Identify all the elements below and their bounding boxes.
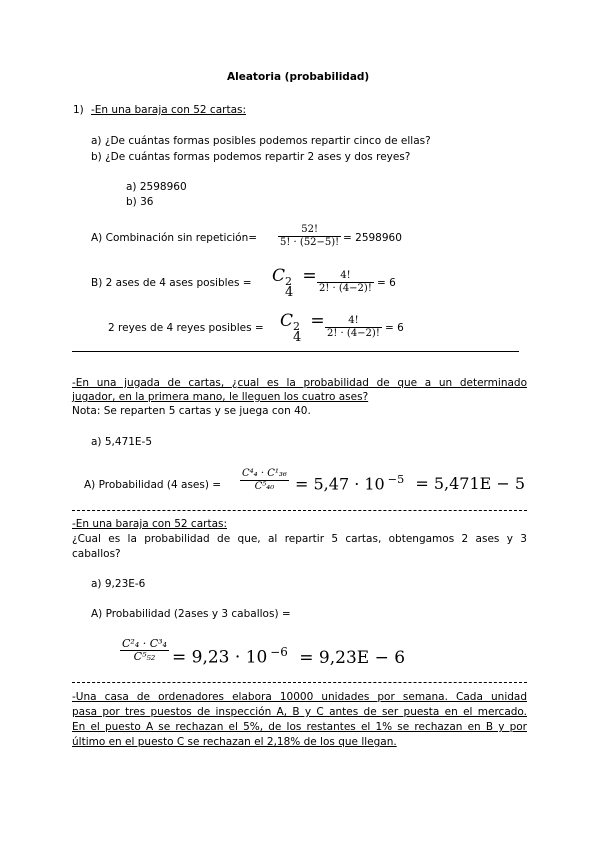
result-scientific: = 9,23E − 6 <box>299 647 406 668</box>
q1-solution-c-label: 2 reyes de 4 reyes posibles = <box>108 322 264 334</box>
q1-solution-b-label: B) 2 ases de 4 ases posibles = <box>91 277 252 289</box>
q2-line-2: jugador, en la primera mano, le lleguen los cuatro ases? <box>72 391 369 403</box>
section-divider <box>72 682 527 683</box>
q1-solution-c-fraction <box>325 315 382 340</box>
comb-base: C <box>280 311 294 331</box>
fraction-numerator: 4! <box>325 315 382 328</box>
fraction-denominator: C⁵₅₂ <box>133 650 156 663</box>
q1-solution-c-result: = 6 <box>385 322 404 334</box>
comb-sub: 4 <box>285 285 294 300</box>
q1-answer-b: b) 36 <box>126 196 154 208</box>
q1-sub-a: a) ¿De cuántas formas posibles podemos repartir cinco de ellas? <box>91 135 431 147</box>
section-divider <box>72 510 527 511</box>
comb-base: C <box>272 266 286 286</box>
q1-solution-c-combination <box>280 311 325 345</box>
q3-answer: a) 9,23E-6 <box>91 578 146 590</box>
q1-solution-b-combination <box>272 266 317 300</box>
page-title: Aleatoria (probabilidad) <box>227 71 370 83</box>
q2-nota: Nota: Se reparten 5 cartas y se juega con 40. <box>72 405 311 417</box>
fraction-numerator: C²₄ · C³₄ <box>122 637 167 650</box>
fraction-denominator: 2! · (4−2)! <box>327 328 380 339</box>
comb-equals: = <box>310 311 325 331</box>
q1-solution-b-result: = 6 <box>377 277 396 289</box>
q2-answer: a) 5,471E-5 <box>91 436 153 448</box>
q1-sub-b: b) ¿De cuántas formas podemos repartir 2 ases y dos reyes? <box>91 151 411 163</box>
comb-sup: 2 <box>293 320 301 333</box>
q1-solution-a-result: = 2598960 <box>343 232 402 244</box>
q1-answer-a: a) 2598960 <box>126 181 187 193</box>
fraction-numerator: 52! <box>278 224 341 237</box>
q2-solution-label: A) Probabilidad (4 ases) = <box>84 479 222 491</box>
comb-sup: 2 <box>285 275 293 288</box>
q1-heading: -En una baraja con 52 cartas: <box>91 104 247 116</box>
q2-line-1: -En una jugada de cartas, ¿cual es la probabilidad de que a un determinado <box>72 377 527 389</box>
q1-solution-a-label: A) Combinación sin repetición= <box>91 232 258 244</box>
q3-line-1: ¿Cual es la probabilidad de que, al repartir 5 cartas, obtengamos 2 ases y 3 <box>72 533 527 545</box>
fraction-denominator: 2! · (4−2)! <box>319 283 372 294</box>
q3-solution-fraction <box>120 638 169 663</box>
result-mantissa: = 5,47 · 10 <box>295 474 385 494</box>
result-exponent: −6 <box>270 645 288 659</box>
q4-line-3: En el puesto A se rechazan el 5%, de los restantes el 1% se rechazan en B y por <box>72 721 527 733</box>
comb-equals: = <box>302 266 317 286</box>
q4-line-1: -Una casa de ordenadores elabora 10000 unidades por semana. Cada unidad <box>72 691 527 703</box>
q1-solution-b-fraction <box>317 270 374 295</box>
fraction-numerator: C⁴₄ · C¹₃₆ <box>242 468 287 479</box>
comb-sub: 4 <box>293 330 302 345</box>
q2-solution-result <box>295 473 525 493</box>
q1-number: 1) <box>73 104 84 116</box>
fraction-denominator: C⁵₄₀ <box>254 481 275 492</box>
q2-solution-fraction <box>240 468 289 493</box>
q4-line-2: pasa por tres puestos de inspección A, B y C antes de ser puesta en el mercado. <box>72 706 527 718</box>
q3-solution-label: A) Probabilidad (2ases y 3 caballos) = <box>91 608 291 620</box>
result-mantissa: = 9,23 · 10 <box>172 647 268 668</box>
q3-solution-result <box>172 645 405 668</box>
result-scientific: = 5,471E − 5 <box>415 474 526 494</box>
q1-solution-a-fraction <box>278 224 341 249</box>
q3-line-2: caballos? <box>72 548 121 560</box>
fraction-denominator: 5! · (52−5)! <box>280 237 340 248</box>
section-divider <box>72 351 519 352</box>
result-exponent: −5 <box>387 473 405 486</box>
q3-heading: -En una baraja con 52 cartas: <box>72 518 228 530</box>
q4-line-4: último en el puesto C se rechazan el 2,18% de los que llegan. <box>72 736 397 748</box>
fraction-numerator: 4! <box>317 270 374 283</box>
